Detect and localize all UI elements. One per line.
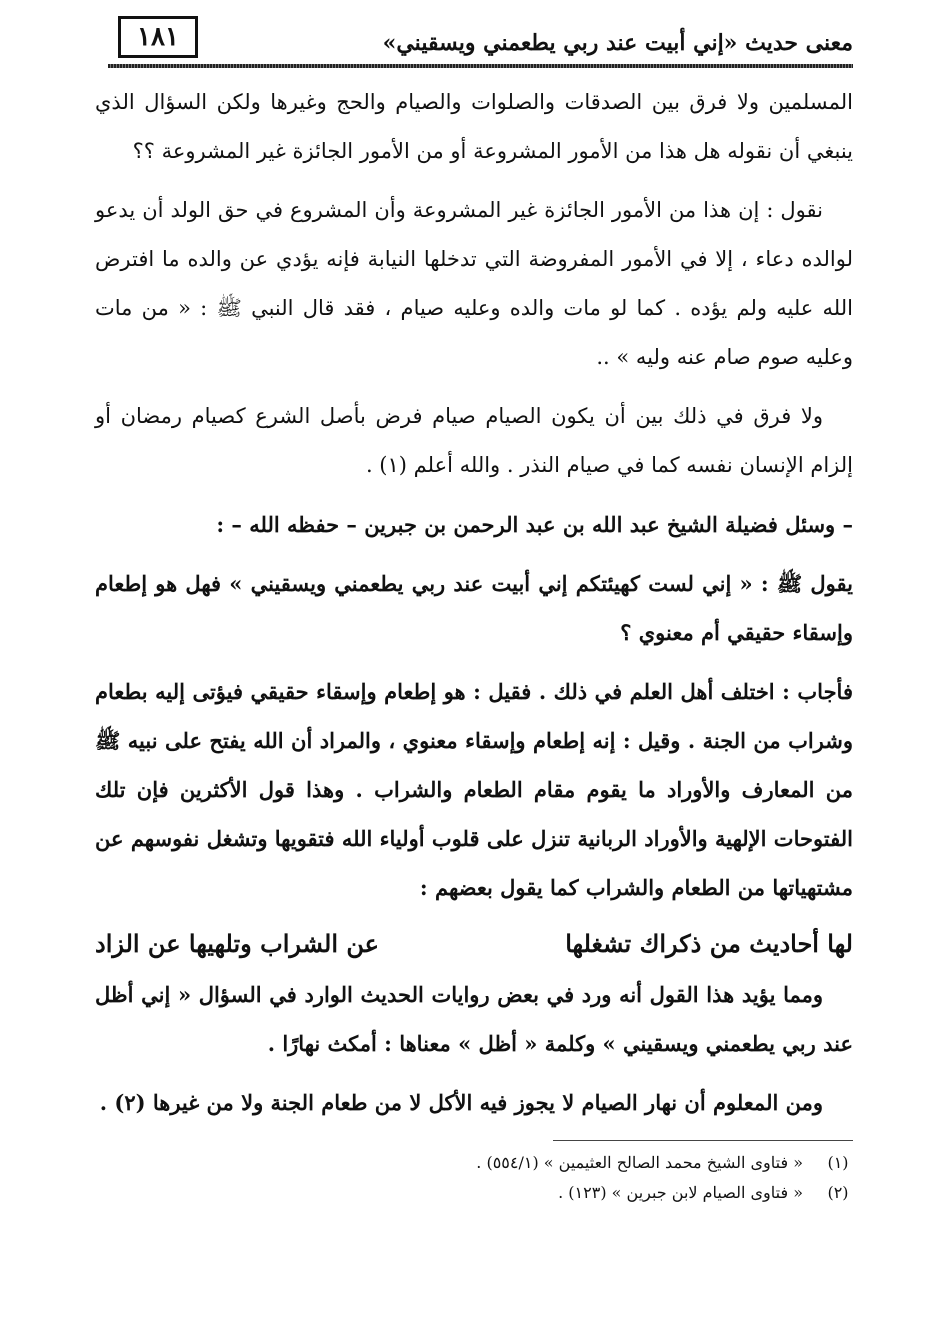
running-title: معنى حديث «إني أبيت عند ربي يطعمني ويسقيني» (382, 30, 853, 56)
page-number: ١٨١ (118, 16, 198, 58)
footnote-number: (١) (827, 1153, 849, 1172)
footnote (95, 1148, 853, 1178)
body-text (95, 78, 853, 1137)
paragraph: المسلمين ولا فرق بين الصدقات والصلوات والصيام والحج وغيرها ولكن السؤال الذي ينبغي أن نقوله هل هذا من الأمور المشروعة أو من الأمور الجائزة غير المشروعة ؟؟ (95, 90, 853, 163)
footnote-text: « فتاوى الصيام لابن جبرين » (١٢٣) . (558, 1183, 803, 1202)
paragraph: ولا فرق في ذلك بين أن يكون الصيام صيام فرض بأصل الشرع كصيام رمضان أو إلزام الإنسان نفسه كما في صيام النذر . والله أعلم (١) . (95, 404, 853, 477)
question-intro: – وسئل فضيلة الشيخ عبد الله بن عبد الرحمن بن جبرين – حفظه الله – : (216, 512, 853, 537)
footnote (95, 1178, 853, 1208)
footnote-text: « فتاوى الشيخ محمد الصالح العثيمين » (٥٥٤/١) . (476, 1153, 803, 1172)
footnote-rule (553, 1140, 853, 1141)
verse-second-hemistich: عن الشراب وتلهيها عن الزاد (95, 929, 379, 958)
question: يقول ﷺ : « إني لست كهيئتكم إني أبيت عند ربي يطعمني ويسقيني » فهل هو إطعام وإسقاء حقيقي أم معنوي ؟ (95, 571, 853, 645)
poetry-verse (95, 922, 853, 966)
footnotes (95, 1140, 853, 1208)
paragraph: نقول : إن هذا من الأمور الجائزة غير المشروعة وأن المشروع في حق الولد أن يدعو لوالده دعاء ، إلا في الأمور المفروضة التي تدخلها النيابة فإنه يؤدي عن والده ما افترض الله عليه ولم يؤده . كما لو مات والده وعليه صيام ، فقد قال النبي ﷺ : « من مات وعليه صوم صام عنه وليه » .. (95, 198, 853, 369)
header-rule (108, 64, 853, 68)
paragraph: ومن المعلوم أن نهار الصيام لا يجوز فيه الأكل لا من طعام الجنة ولا من غيرها (٢) . (99, 1090, 823, 1115)
verse-first-hemistich: لها أحاديث من ذكراك تشغلها (565, 929, 853, 958)
paragraph: ومما يؤيد هذا القول أنه ورد في بعض روايات الحديث الوارد في السؤال « إني أظل عند ربي يطعمني ويسقيني » وكلمة « أظل » معناها : أمكث نهارًا . (95, 982, 853, 1056)
footnote-number: (٢) (827, 1183, 849, 1202)
answer: فأجاب : اختلف أهل العلم في ذلك . فقيل : هو إطعام وإسقاء حقيقي فيؤتى إليه بطعام وشراب من الجنة . وقيل : إنه إطعام وإسقاء معنوي ، والمراد أن الله يفتح على نبيه ﷺ من المعارف والأوراد ما يقوم مقام الطعام والشراب . وهذا قول الأكثرين فإن تلك الفتوحات الإلهية والأوراد الربانية تنزل على قلوب أولياء الله فتقويها وتشغل نفوسهم عن مشتهياتها من الطعام والشراب كما يقول بعضهم : (95, 679, 853, 900)
page-header (108, 10, 853, 68)
